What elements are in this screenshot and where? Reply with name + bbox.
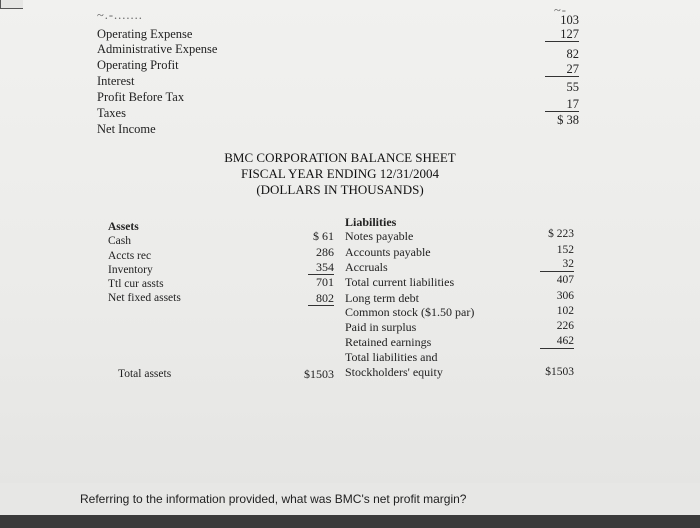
liability-value: $ 223 (548, 228, 574, 240)
income-label: Administrative Expense (97, 42, 218, 56)
asset-value: $ 61 (313, 229, 334, 243)
total-liabilities-label: Stockholders' equity (345, 365, 443, 379)
income-label: Profit Before Tax (97, 90, 185, 104)
liability-value: 152 (556, 244, 574, 256)
liability-label: Long term debt (345, 291, 419, 305)
asset-value: 701 (316, 275, 334, 289)
income-label: Net Income (97, 122, 156, 136)
income-value: 127 (545, 27, 579, 42)
liability-label: Notes payable (345, 229, 414, 243)
total-liabilities-value: $1503 (545, 366, 574, 378)
total-assets-value: $1503 (304, 367, 334, 381)
income-value: 17 (545, 97, 579, 112)
asset-value: 286 (316, 245, 334, 259)
liability-value: 226 (556, 320, 574, 332)
income-value: 55 (566, 80, 579, 94)
cut-off-label: ~.-....... (97, 8, 143, 22)
asset-label: Cash (108, 235, 131, 247)
asset-label: Inventory (108, 264, 153, 276)
total-assets-label: Total assets (118, 368, 172, 380)
income-label: Taxes (97, 106, 126, 120)
asset-value: 802 (308, 291, 334, 306)
liability-value: 462 (540, 334, 574, 349)
liability-value: 32 (540, 257, 574, 272)
assets-header: Assets (108, 221, 139, 233)
asset-label: Net fixed assets (108, 292, 181, 304)
question-text: Referring to the information provided, what was BMC's net profit margin? (0, 483, 700, 515)
asset-label: Accts rec (108, 250, 152, 262)
total-liabilities-label: Total liabilities and (345, 350, 438, 364)
asset-label: Ttl cur assts (108, 278, 164, 290)
income-value: 27 (545, 62, 579, 77)
income-label: Interest (97, 74, 135, 88)
bottom-edge (0, 515, 700, 528)
liability-label: Retained earnings (345, 335, 432, 349)
page-corner (0, 0, 23, 9)
liability-label: Paid in surplus (345, 320, 417, 334)
income-value: 103 (560, 13, 579, 27)
income-label: Operating Expense (97, 27, 193, 41)
net-income-value: $ 38 (557, 113, 579, 127)
asset-value: 354 (308, 260, 334, 275)
income-value: 82 (566, 47, 579, 61)
liability-value: 306 (556, 290, 574, 302)
liability-label: Accounts payable (345, 245, 431, 259)
balance-sheet-units: (DOLLARS IN THOUSANDS) (256, 182, 424, 197)
balance-sheet-title: BMC CORPORATION BALANCE SHEET (224, 150, 456, 165)
liabilities-header: Liabilities (345, 215, 397, 229)
income-label: Operating Profit (97, 58, 179, 72)
liability-label: Total current liabilities (345, 275, 455, 289)
cut-off-value: ~- (554, 3, 567, 17)
liability-value: 102 (556, 305, 574, 317)
balance-sheet-subtitle: FISCAL YEAR ENDING 12/31/2004 (240, 166, 439, 181)
liability-label: Accruals (345, 260, 388, 274)
liability-label: Common stock ($1.50 par) (345, 305, 475, 319)
liability-value: 407 (556, 274, 574, 286)
